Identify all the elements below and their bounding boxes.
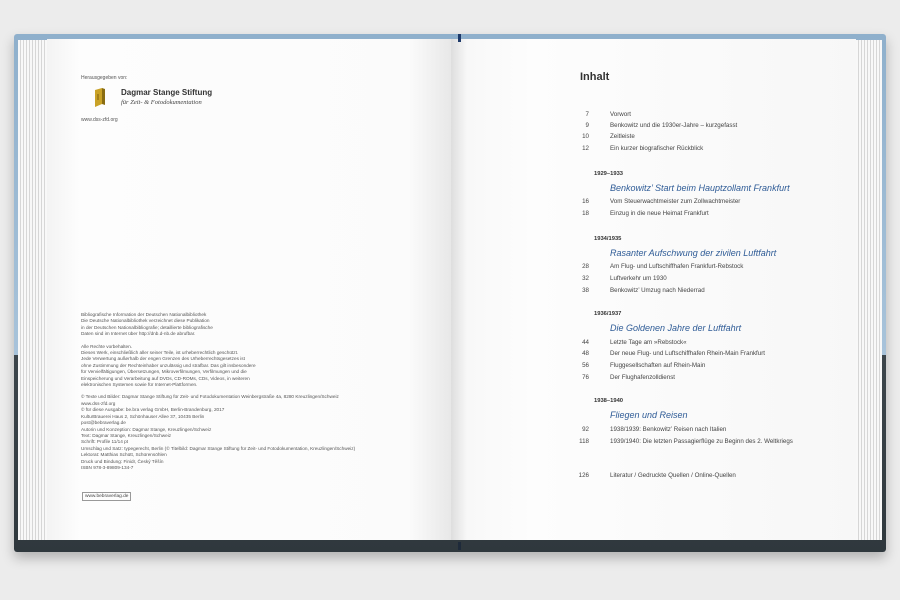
toc-page-number: 126 xyxy=(578,472,589,479)
toc-page-number: 9 xyxy=(585,122,589,129)
imprint-line: Dieses Werk, einschließlich aller seiner Teile, ist urheberrechtlich geschützt. xyxy=(81,350,239,356)
toc-page-number: 32 xyxy=(582,275,589,282)
logo-name: Dagmar Stange Stiftung xyxy=(121,88,213,97)
toc-page-number: 118 xyxy=(579,438,589,445)
book-bookmark-icon xyxy=(95,88,105,108)
imprint-line: Bibliografische Information der Deutschen Nationalbibliothek xyxy=(81,312,207,317)
toc-entry-title: Der Flughafenzolldienst xyxy=(610,374,676,381)
toc-entry-title: Einzug in die neue Heimat Frankfurt xyxy=(610,210,709,217)
imprint-line: Daten sind im Internet über http://dnb.d-nb.de abrufbar. xyxy=(81,331,196,337)
toc-page-number: 92 xyxy=(582,426,589,433)
toc-page-number: 38 xyxy=(582,287,589,294)
publisher-label: Herausgegeben von: xyxy=(81,75,128,81)
toc-page-number: 48 xyxy=(582,350,589,357)
imprint-block-rights xyxy=(81,344,401,389)
imprint-line: Lektorat: Matthias Schütt, Schürensöhlen xyxy=(81,452,167,458)
toc-entry-title: Ein kurzer biografischer Rückblick xyxy=(610,145,704,152)
imprint-line: Die Deutsche Nationalbibliothek verzeichnet diese Publikation xyxy=(81,318,210,324)
imprint-line: www.dss-zfd.org xyxy=(81,400,116,406)
imprint-line: Umschlag und Satz: typegerecht, Berlin (© Titelbild: Dagmar Stange Stiftung für Zeit- und Fotodokumentation, Kreuzlingen/Schweiz) xyxy=(81,445,356,451)
toc-entry-title: 1938/1939: Benkowitz’ Reisen nach Italien xyxy=(610,426,727,433)
imprint-line: KulturBrauerei Haus 2, Schönhauser Allee 37, 10435 Berlin xyxy=(81,413,205,419)
imprint-line: Alle Rechte vorbehalten. xyxy=(81,343,133,349)
imprint-line: Einspeicherung und Verarbeitung auf DVDs, CD-ROMs, CDs, Videos, in weiteren xyxy=(81,375,250,381)
toc-entry-title: Benkowitz und die 1930er-Jahre – kurzgefasst xyxy=(610,122,738,129)
toc-page-number: 16 xyxy=(582,198,589,205)
page-edges-left xyxy=(18,40,48,540)
toc-entry-title: Vom Steuerwachtmeister zum Zollwachtmeister xyxy=(610,198,741,205)
imprint-line: Jede Verwertung außerhalb der engen Grenzen des Urheberrechtsgesetzes ist xyxy=(81,356,245,362)
toc-entry-title: Benkowitz’ Umzug nach Niederrad xyxy=(610,287,705,294)
toc-page-number: 7 xyxy=(585,111,589,118)
imprint-line: ohne Zustimmung der Rechteinhaber unzulässig und strafbar. Das gilt insbesondere xyxy=(81,362,256,368)
toc-entry-title: 1939/1940: Die letzten Passagierflüge zu Beginn des 2. Weltkriegs xyxy=(610,438,793,445)
toc-entry-title: Letzte Tage am »Rebstock« xyxy=(610,339,687,346)
imprint-line: © für diese Ausgabe: be.bra verlag GmbH, Berlin-Brandenburg, 2017 xyxy=(81,407,225,413)
toc-page-number: 10 xyxy=(582,133,589,140)
imprint-block-credits xyxy=(81,394,401,471)
imprint-line: in der Deutschen Nationalbibliografie; detaillierte bibliografische xyxy=(81,324,213,330)
toc-chapter-title: Benkowitz’ Start beim Hauptzollamt Frankfurt xyxy=(610,183,790,193)
toc-chapter-title: Fliegen und Reisen xyxy=(610,410,688,420)
imprint-line: © Texte und Bilder: Dagmar Stange Stiftung für Zeit- und Fotodokumentation Weinbergstraße 4a, 8280 Kreuzlingen/Schweiz xyxy=(81,394,339,400)
toc-section-years: 1929–1933 xyxy=(594,171,624,177)
publisher-link: www.bebraverlag.de xyxy=(82,492,131,501)
toc-entry-title: Vorwort xyxy=(610,111,631,118)
toc-page-number: 12 xyxy=(582,145,589,152)
toc-section-years: 1938–1940 xyxy=(594,398,624,404)
toc-page-number: 28 xyxy=(582,263,589,270)
imprint-line: für Vervielfältigungen, Übersetzungen, Mikroverfilmungen, Verfilmungen und die xyxy=(81,369,247,375)
toc-entry-title: Luftverkehr um 1930 xyxy=(610,275,667,282)
toc-chapter-title: Rasanter Aufschwung der zivilen Luftfahrt xyxy=(610,248,777,258)
toc-entry-title: Zeitleiste xyxy=(610,133,635,140)
imprint-line: Autorin und Konzeption: Dagmar Stange, Kreuzlingen/Schweiz xyxy=(81,426,212,432)
imprint-line: Druck und Bindung: Finidr, Český Těšín xyxy=(81,458,164,464)
foundation-website: www.dss-zfd.org xyxy=(81,117,118,123)
toc-chapter-title: Die Goldenen Jahre der Luftfahrt xyxy=(610,323,742,333)
imprint xyxy=(81,312,401,477)
logo-tagline: für Zeit- & Fotodokumentation xyxy=(121,99,202,106)
toc-page-number: 44 xyxy=(582,339,589,346)
bookmark-ribbon xyxy=(458,34,461,42)
imprint-block-biblio xyxy=(81,312,401,338)
spine-bottom xyxy=(458,542,461,550)
toc-title: Inhalt xyxy=(580,71,610,83)
toc-page-number: 18 xyxy=(582,210,589,217)
page-edges-right xyxy=(852,40,882,540)
toc-entry-title: Der neue Flug- und Luftschiffhafen Rhein-Main Frankfurt xyxy=(610,350,765,357)
toc-entry-title: Literatur / Gedruckte Quellen / Online-Quellen xyxy=(610,472,736,479)
imprint-line: Text: Dagmar Stange, Kreuzlingen/Schweiz xyxy=(81,432,172,438)
toc-section-years: 1936/1937 xyxy=(594,311,622,317)
imprint-line: Schrift: Profile 11/14 pt xyxy=(81,439,129,445)
toc-page-number: 76 xyxy=(582,374,589,381)
imprint-line: elektronischen Systemen sowie für Internet-Plattformen. xyxy=(81,382,198,388)
imprint-line: post@bebraverlag.de xyxy=(81,420,126,426)
toc-entry-title: Am Flug- und Luftschiffhafen Frankfurt-Rebstock xyxy=(610,263,744,270)
toc-entry-title: Fluggesellschaften auf Rhein-Main xyxy=(610,362,706,369)
toc-page-number: 56 xyxy=(582,362,589,369)
toc-section-years: 1934/1935 xyxy=(594,236,622,242)
imprint-line: ISBN 978-3-89809-134-7 xyxy=(81,464,134,470)
